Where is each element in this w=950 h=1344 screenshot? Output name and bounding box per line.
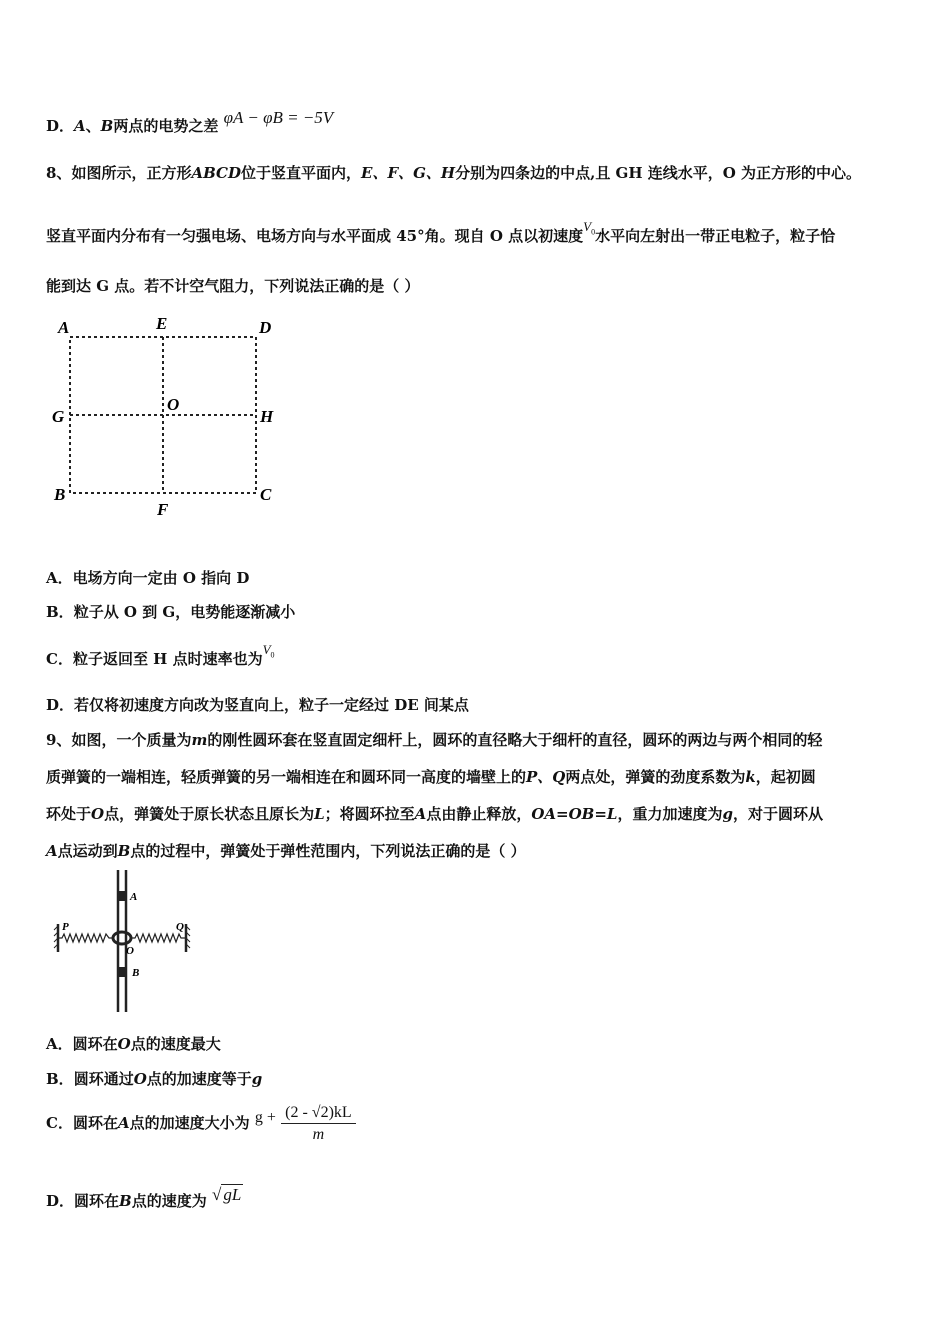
q9-stem-line3: 环处于O点，弹簧处于原长状态且原长为L；将圆环拉至A点由静止释放，OA=OB=L，重力加速度为g，对于圆环从 [46,805,823,823]
label-b: B [54,485,66,504]
spring-right [130,934,186,942]
label-a: A [58,318,70,337]
fraction-denominator: m [312,1126,325,1143]
q9-stem-line1: 9、如图，一个质量为m的刚性圆环套在竖直固定细杆上，圆环的直径略大于细杆的直径，圆环的两边与两个相同的轻 [46,731,823,749]
square-abcd-figure [48,312,288,522]
q7-option-d: D．A、B两点的电势之差 φA − φB = −5V [46,108,334,135]
label-o: O [126,945,134,957]
q9-option-c: C．圆环在A点的加速度大小为 g + $\frac{(2 - √2)kL}{m}$ [46,1104,356,1144]
fraction-numerator: (2 - √2)kL [281,1104,356,1124]
q8-stem-line3: 能到达 G 点。若不计空气阻力，下列说法正确的是（ ） [46,277,420,295]
label-q: Q [176,921,184,933]
formula-g-plus: g + [254,1109,276,1126]
label-b: B [132,967,140,979]
sqrt-formula: √ gL [211,1185,242,1204]
label-c: C [260,485,272,504]
q8-option-a: A．电场方向一定由 O 指向 D [46,569,250,587]
q9-stem-line2: 质弹簧的一端相连，轻质弹簧的另一端相连在和圆环同一高度的墙壁上的P、Q两点处，弹簧的劲度系数为k，起初圆 [46,768,816,786]
q8-stem-line2: 竖直平面内分布有一匀强电场、电场方向与水平面成 45°角。现自 O 点以初速度$V_0$水平向左射出一带正电粒子，粒子恰 [46,219,836,245]
q8-option-c: C．粒子返回至 H 点时速率也为$V_0$ [46,642,275,668]
label-p: P [62,921,69,933]
q8-option-b: B．粒子从 O 到 G，电势能逐渐减小 [46,603,296,621]
q9-option-a: A．圆环在O点的速度最大 [46,1035,221,1053]
label-g: G [52,407,65,426]
v0-symbol: $V_0$ [583,219,596,237]
spring-left [58,934,114,942]
q9-option-d: D．圆环在B点的速度为 √ gL [46,1185,242,1210]
mark-b [119,967,125,977]
mark-a [119,891,125,901]
potential-difference-formula: φA − φB = −5V [223,108,334,127]
formula-fraction [281,1104,356,1144]
q9-option-b: B．圆环通过O点的加速度等于g [46,1070,263,1088]
label-o: O [167,395,180,414]
ring-spring-figure [52,868,197,1016]
q8-option-d: D．若仅将初速度方向改为竖直向上，粒子一定经过 DE 间某点 [46,696,469,714]
v0-symbol: $V_0$ [262,642,275,660]
label-h: H [260,407,274,426]
q9-stem-line4: A点运动到B点的过程中，弹簧处于弹性范围内，下列说法正确的是（ ） [46,842,526,860]
label-f: F [157,500,169,519]
label-a: A [130,891,138,903]
ring [113,932,131,944]
q8-stem-line1: 8、如图所示，正方形ABCD位于竖直平面内，E、F、G、H分别为四条边的中点,且 GH 连线水平，O 为正方形的中心。 [46,164,862,182]
label-e: E [156,314,168,333]
label-d: D [259,318,272,337]
